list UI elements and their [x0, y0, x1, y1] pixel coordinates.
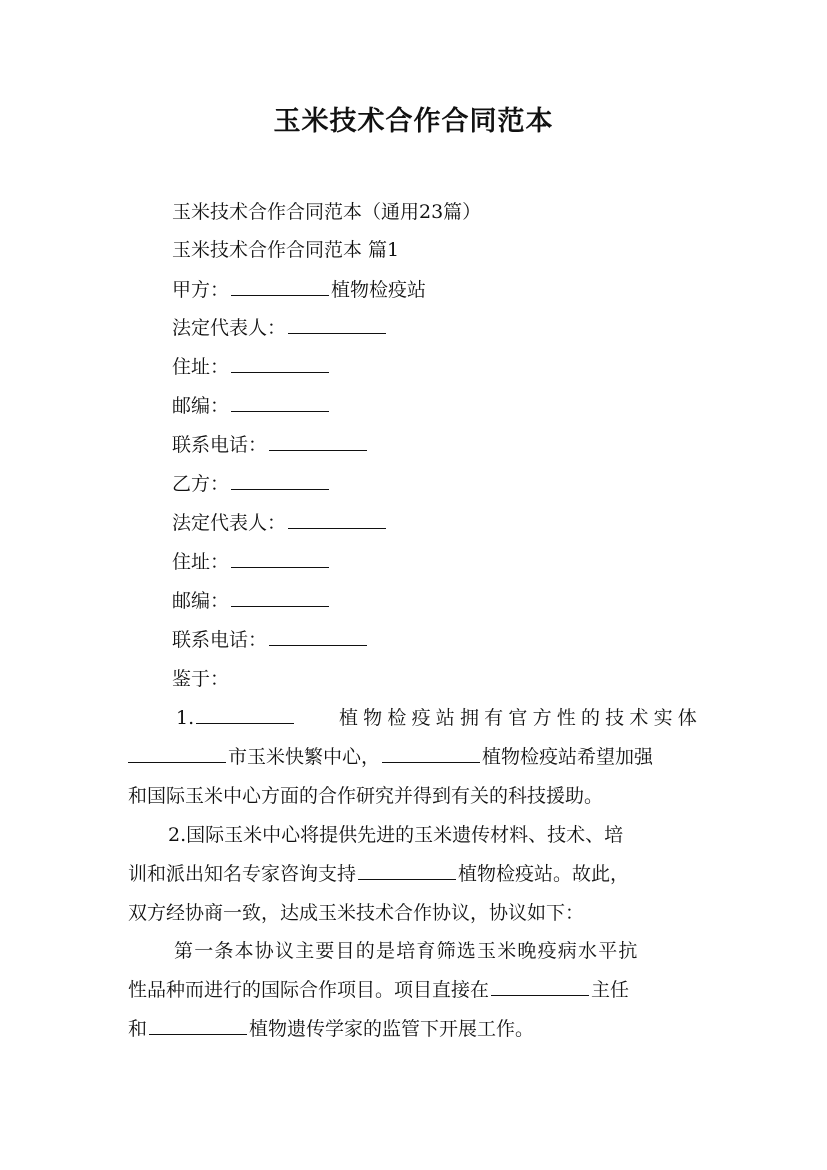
field-label: 住址：: [172, 551, 230, 573]
paragraph-text: 市玉米快繁中心，: [228, 746, 381, 768]
paragraph-row: [128, 932, 702, 971]
fill-blank: [491, 977, 589, 996]
party-a-legal-rep-line: [172, 314, 388, 342]
paragraph-row: [128, 1010, 702, 1049]
paragraph-text: 1.: [176, 707, 195, 729]
paragraph-text: 主任: [591, 979, 630, 1001]
party-b-label: 乙方：: [172, 473, 230, 495]
paragraph-segment: [128, 738, 653, 777]
paragraph-segment: [128, 1010, 534, 1049]
field-label: 法定代表人：: [172, 317, 287, 339]
fill-blank: [231, 354, 329, 373]
fill-blank: [288, 510, 386, 529]
party-a-suffix: 植物检疫站: [331, 279, 427, 301]
party-a-label: 甲方：: [172, 279, 230, 301]
paragraph-3: [128, 932, 702, 1049]
party-a-postcode-line: [172, 392, 331, 420]
party-b-address-line: [172, 548, 331, 576]
whereas-line: 鉴于：: [172, 668, 230, 690]
fill-blank: [128, 744, 226, 763]
fill-blank: [231, 393, 329, 412]
paragraph-1: [128, 699, 702, 816]
party-a-line: [172, 276, 426, 304]
paragraph-segment: [176, 699, 296, 738]
paragraph-text: 植物检疫站。故此，: [458, 863, 630, 885]
paragraph-2: [128, 816, 702, 933]
fill-blank: [149, 1016, 247, 1035]
party-a-address-line: [172, 353, 331, 381]
paragraph-text: 植物遗传学家的监管下开展工作。: [249, 1018, 535, 1040]
document-title: 玉米技术合作合同范本: [273, 106, 554, 137]
fill-blank: [269, 627, 367, 646]
paragraph-text: 第一条本协议主要目的是培育筛选玉米晚疫病水平抗: [174, 940, 639, 962]
party-b-phone-line: [172, 626, 369, 654]
party-b-blank: [231, 471, 329, 490]
paragraph-row: [128, 894, 702, 933]
fill-blank: [269, 432, 367, 451]
field-label: 法定代表人：: [172, 512, 287, 534]
subtitle-line: 玉米技术合作合同范本（通用23篇）: [172, 201, 482, 223]
paragraph-row: [128, 816, 702, 855]
paragraph-row: [128, 855, 702, 894]
party-b-legal-rep-line: [172, 509, 388, 537]
paragraph-row: [128, 699, 702, 738]
paragraph-text: 和: [128, 1018, 148, 1040]
paragraph-text: 性品种而进行的国际合作项目。项目直接在: [128, 979, 490, 1001]
fill-blank: [358, 861, 456, 880]
paragraph-text: 训和派出知名专家咨询支持: [128, 863, 357, 885]
paragraph-text: 双方经协商一致，达成玉米技术合作协议，协议如下：: [128, 902, 585, 924]
party-b-line: [172, 470, 331, 498]
paragraph-segment: [128, 971, 629, 1010]
fill-blank: [288, 315, 386, 334]
paragraph-row: [128, 971, 702, 1010]
paragraph-text: 植物检疫站拥有官方性的技术实体: [338, 707, 702, 729]
paragraph-text: 2.国际玉米中心将提供先进的玉米遗传材料、技术、培: [168, 824, 624, 846]
party-b-postcode-line: [172, 587, 331, 615]
fill-blank: [231, 549, 329, 568]
section-heading: 玉米技术合作合同范本 篇1: [172, 239, 400, 261]
field-label: 联系电话：: [172, 434, 268, 456]
field-label: 住址：: [172, 356, 230, 378]
field-label: 邮编：: [172, 395, 230, 417]
paragraph-row: [128, 738, 702, 777]
party-a-phone-line: [172, 431, 369, 459]
paragraph-text: 和国际玉米中心方面的合作研究并得到有关的科技援助。: [128, 785, 604, 807]
fill-blank: [231, 588, 329, 607]
fill-blank: [382, 744, 480, 763]
paragraph-row: [128, 777, 702, 816]
paragraph-segment: [128, 855, 629, 894]
field-label: 邮编：: [172, 590, 230, 612]
field-label: 联系电话：: [172, 629, 268, 651]
fill-blank: [196, 705, 294, 724]
paragraph-text: 植物检疫站希望加强: [482, 746, 654, 768]
party-a-blank: [231, 277, 329, 296]
